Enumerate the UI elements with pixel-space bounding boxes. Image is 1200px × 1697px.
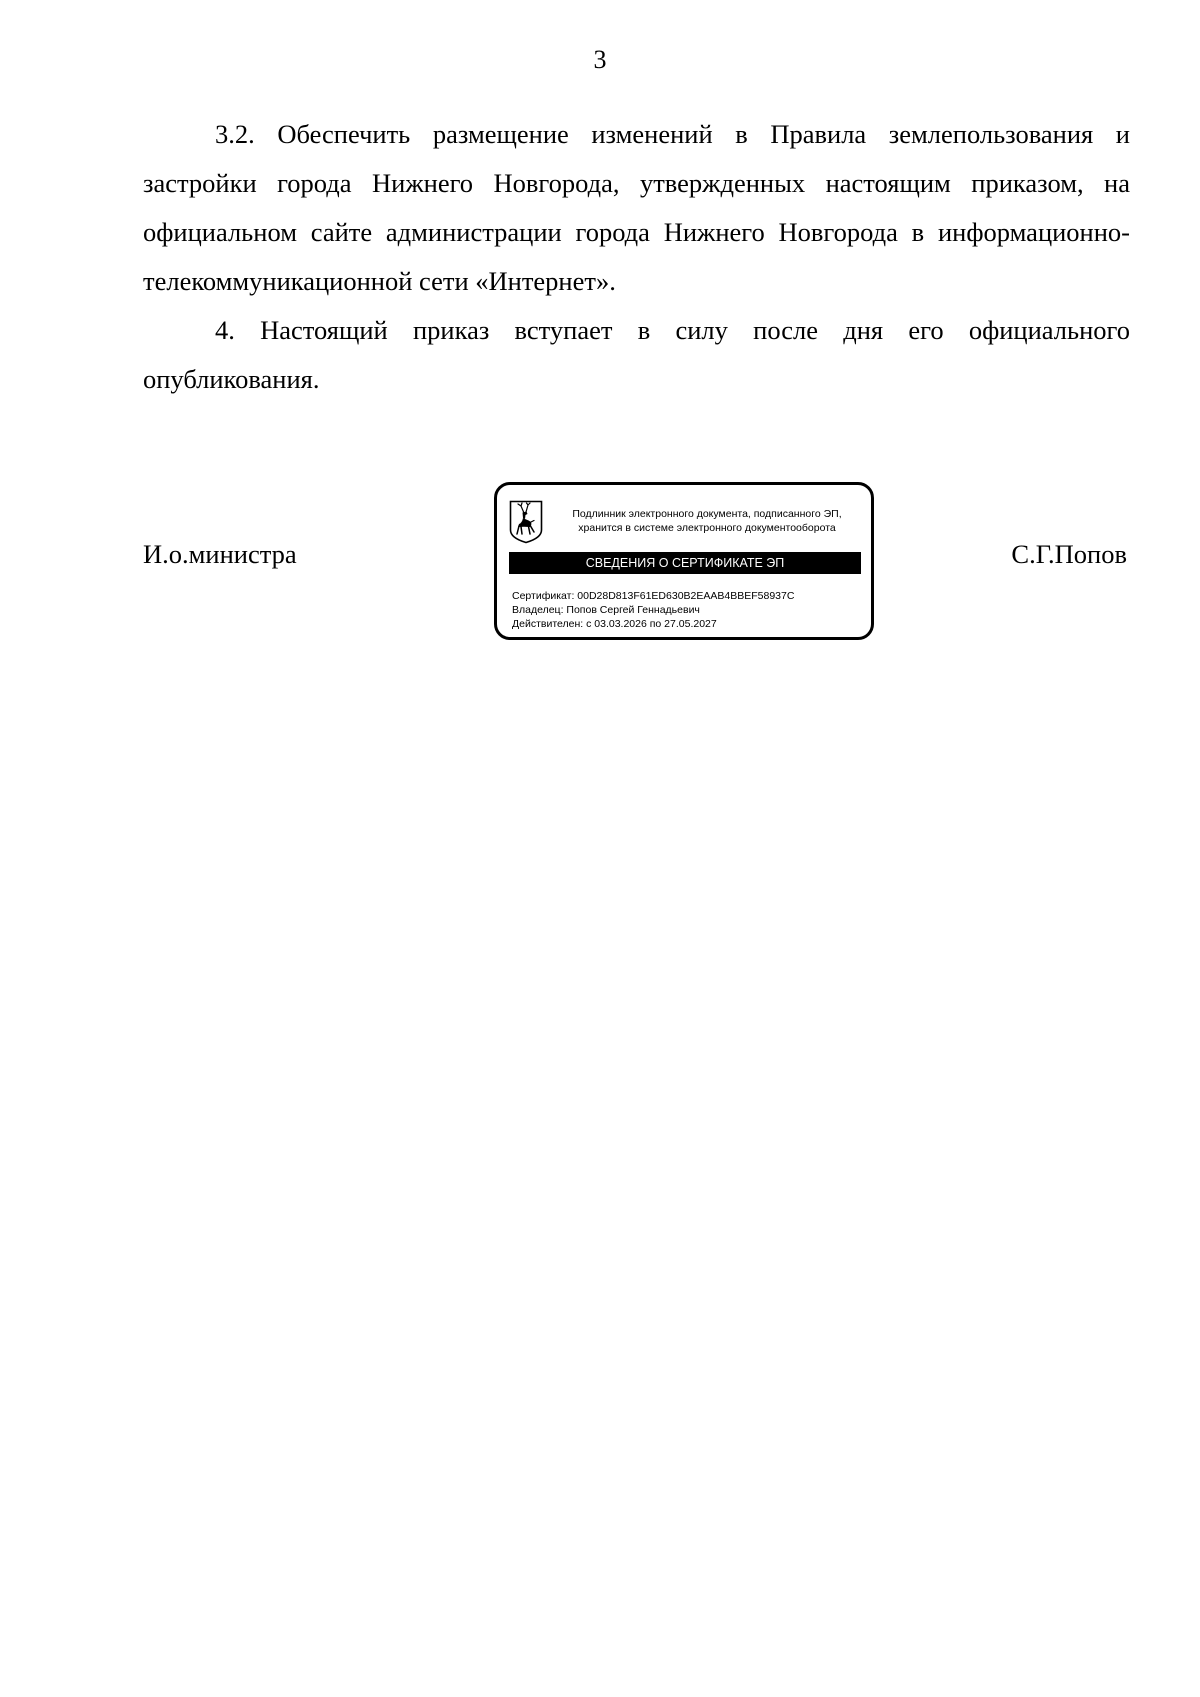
paragraph-3-2: 3.2. Обеспечить размещение изменений в Правила землепользования и застройки города Нижнего Новгорода, утвержденных настоящим приказом, на официальном сайте администрации города Нижнего Новгорода в информационно-телекоммуникационной сети «Интернет». bbox=[143, 119, 1130, 296]
signer-name: С.Г.Попов bbox=[1011, 539, 1127, 569]
paragraph-4: 4. Настоящий приказ вступает в силу после дня его официального опубликования. bbox=[143, 315, 1130, 394]
certificate-validity: Действителен: с 03.03.2026 по 27.05.2027 bbox=[512, 618, 717, 630]
document-body bbox=[143, 110, 1130, 404]
signer-position: И.о.министра bbox=[143, 539, 297, 569]
deer-emblem-icon bbox=[509, 500, 543, 544]
certificate-owner: Владелец: Попов Сергей Геннадьевич bbox=[512, 604, 700, 616]
stamp-note-line: хранится в системе электронного документооборота bbox=[578, 522, 836, 534]
stamp-note bbox=[553, 507, 861, 535]
certificate-info-banner: СВЕДЕНИЯ О СЕРТИФИКАТЕ ЭП bbox=[509, 552, 861, 574]
certificate-details bbox=[512, 589, 794, 631]
stamp-note-line: Подлинник электронного документа, подписанного ЭП, bbox=[572, 508, 842, 520]
page-number: 3 bbox=[593, 45, 607, 74]
certificate-serial: Сертификат: 00D28D813F61ED630B2EAAB4BBEF58937C bbox=[512, 590, 795, 602]
electronic-signature-stamp bbox=[494, 482, 874, 640]
